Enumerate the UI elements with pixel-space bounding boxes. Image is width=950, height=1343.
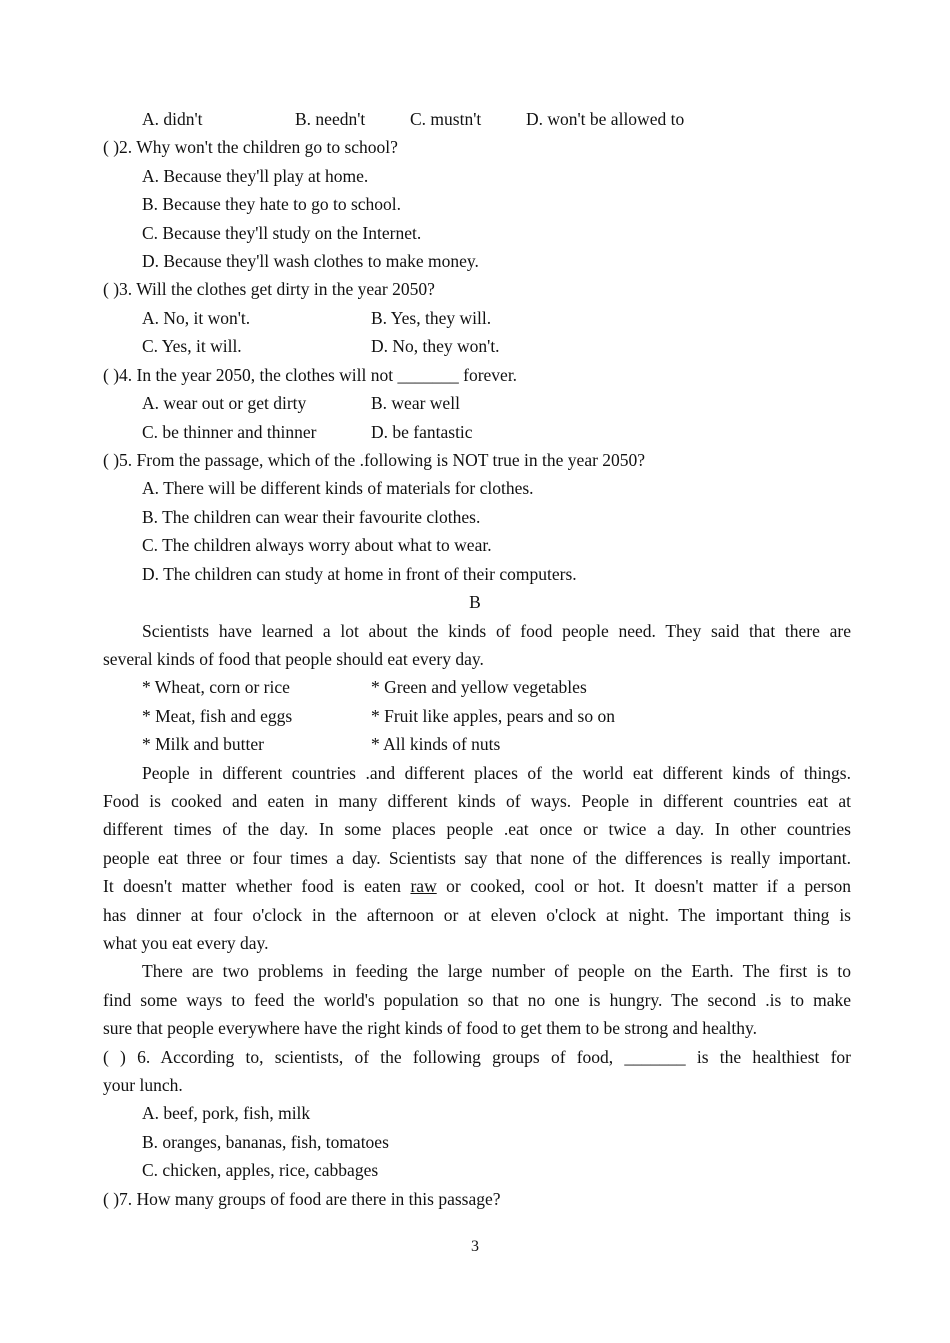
intro-line-1: Scientists have learned a lot about the kinds of food people need. They said that there are — [142, 621, 851, 641]
q6-question-line-2: your lunch. — [103, 1075, 183, 1095]
q3-option-d: D. No, they won't. — [371, 336, 500, 356]
q5-option-d: D. The children can study at home in front of their computers. — [142, 564, 577, 584]
q3-option-c: C. Yes, it will. — [142, 336, 242, 356]
q5-option-c: C. The children always worry about what to wear. — [142, 535, 492, 555]
q3-option-b: B. Yes, they will. — [371, 308, 492, 328]
q1-option-a: A. didn't — [142, 109, 203, 129]
food-group-3: * Meat, fish and eggs — [142, 706, 293, 726]
q4-option-d: D. be fantastic — [371, 422, 473, 442]
paragraph-2-line-6: has dinner at four o'clock in the afternoon or at eleven o'clock at night. The important thing is — [103, 905, 851, 925]
q6-question-line-1: ( ) 6. According to, scientists, of the following groups of food, _______ is the healthiest for — [103, 1047, 851, 1067]
q3-question: ( )3. Will the clothes get dirty in the year 2050? — [103, 279, 435, 299]
section-b-heading: B — [469, 592, 481, 612]
q1-option-d: D. won't be allowed to — [526, 109, 685, 129]
food-group-5: * Milk and butter — [142, 734, 264, 754]
line-5-end: or cooked, cool or hot. It doesn't matter if a person — [436, 876, 852, 896]
q2-question: ( )2. Why won't the children go to school? — [103, 137, 398, 157]
q7-question: ( )7. How many groups of food are there in this passage? — [103, 1189, 501, 1209]
paragraph-3-line-2: find some ways to feed the world's population so that no one is hungry. The second .is to make — [103, 990, 851, 1010]
food-group-6: * All kinds of nuts — [371, 734, 501, 754]
paragraph-2-line-2: Food is cooked and eaten in many different kinds of ways. People in different countries eat at — [103, 791, 851, 811]
q2-option-a: A. Because they'll play at home. — [142, 166, 369, 186]
paragraph-3-line-3: sure that people everywhere have the right kinds of food to get them to be strong and healthy. — [103, 1018, 757, 1038]
q5-option-a: A. There will be different kinds of materials for clothes. — [142, 478, 534, 498]
q6-option-a: A. beef, pork, fish, milk — [142, 1103, 311, 1123]
intro-line-2: several kinds of food that people should eat every day. — [103, 649, 484, 669]
food-group-1: * Wheat, corn or rice — [142, 677, 290, 697]
paragraph-2-line-1: People in different countries .and different places of the world eat different kinds of things. — [142, 763, 851, 783]
q2-option-b: B. Because they hate to go to school. — [142, 194, 402, 214]
q6-option-b: B. oranges, bananas, fish, tomatoes — [142, 1132, 389, 1152]
q1-option-c: C. mustn't — [410, 109, 482, 129]
q4-option-b: B. wear well — [371, 393, 460, 413]
paragraph-2-line-4: people eat three or four times a day. Scientists say that none of the differences is really important. — [103, 848, 851, 868]
food-group-2: * Green and yellow vegetables — [371, 677, 587, 697]
q2-option-d: D. Because they'll wash clothes to make money. — [142, 251, 479, 271]
q5-question: ( )5. From the passage, which of the .following is NOT true in the year 2050? — [103, 450, 646, 470]
q2-option-c: C. Because they'll study on the Internet. — [142, 223, 422, 243]
q3-option-a: A. No, it won't. — [142, 308, 251, 328]
q4-option-a: A. wear out or get dirty — [142, 393, 307, 413]
q4-option-c: C. be thinner and thinner — [142, 422, 317, 442]
paragraph-2-line-7: what you eat every day. — [103, 933, 269, 953]
page-number: 3 — [471, 1238, 479, 1255]
paragraph-2-line-3: different times of the day. In some places people .eat once or twice a day. In other countries — [103, 819, 851, 839]
underlined-word-raw: raw — [410, 876, 437, 896]
q1-option-b: B. needn't — [295, 109, 366, 129]
paragraph-3-line-1: There are two problems in feeding the large number of people on the Earth. The first is to — [142, 961, 851, 981]
line-5-start: It doesn't matter whether food is eaten — [103, 876, 411, 896]
q4-question: ( )4. In the year 2050, the clothes will not _______ forever. — [103, 365, 518, 385]
q6-option-c: C. chicken, apples, rice, cabbages — [142, 1160, 379, 1180]
food-group-4: * Fruit like apples, pears and so on — [371, 706, 615, 726]
paragraph-2-line-5 — [103, 874, 851, 898]
q5-option-b: B. The children can wear their favourite clothes. — [142, 507, 481, 527]
